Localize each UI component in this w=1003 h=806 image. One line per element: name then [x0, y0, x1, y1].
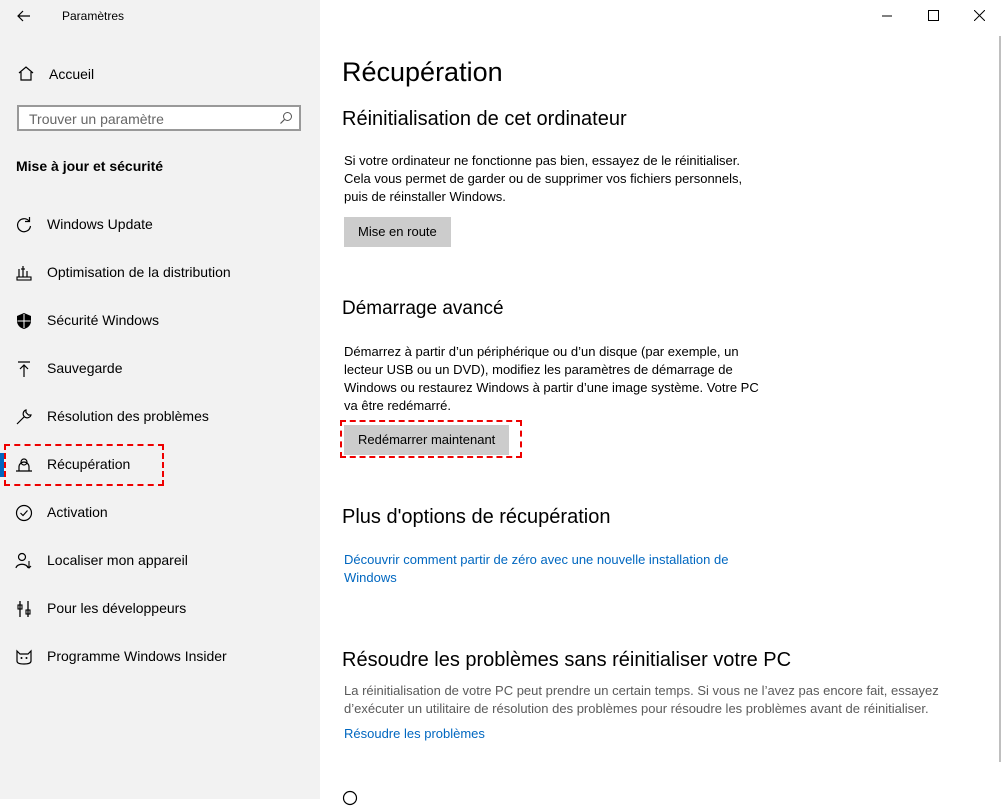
sidebar-item-label: Récupération	[47, 456, 131, 472]
home-label: Accueil	[49, 66, 95, 82]
text-line: lecteur USB ou un DVD), modifiez les paramètres de démarrage de	[344, 362, 733, 377]
developer-tools-icon	[14, 599, 34, 619]
link-line: Découvrir comment partir de zéro avec une nouvelle installation de	[344, 552, 729, 567]
fresh-start-link[interactable]	[344, 551, 784, 587]
help-chat-icon	[342, 790, 358, 806]
sidebar-item-delivery-optimization[interactable]	[0, 253, 320, 293]
reset-heading: Réinitialisation de cet ordinateur	[342, 108, 627, 130]
reset-description	[344, 152, 774, 206]
sidebar-item-activation[interactable]	[0, 493, 320, 533]
text-line: Démarrez à partir d’un périphérique ou d’un disque (par exemple, un	[344, 344, 739, 359]
sidebar-item-windows-insider[interactable]	[0, 637, 320, 677]
home-link[interactable]	[0, 58, 320, 90]
section-title: Mise à jour et sécurité	[16, 158, 164, 174]
troubleshoot-description	[344, 682, 984, 718]
wrench-icon	[14, 407, 34, 427]
text-line: Si votre ordinateur ne fonctionne pas bien, essayez de le réinitialiser.	[344, 153, 741, 168]
sidebar-item-label: Sécurité Windows	[47, 312, 160, 328]
more-options-heading: Plus d'options de récupération	[342, 506, 611, 528]
home-icon	[16, 64, 36, 84]
text-line: Windows ou restaurez Windows à partir d’une image système. Votre PC	[344, 380, 759, 395]
refresh-icon	[14, 215, 34, 235]
sidebar-item-label: Programme Windows Insider	[47, 648, 227, 664]
sidebar-item-label: Activation	[47, 504, 108, 520]
insider-cat-icon	[14, 647, 34, 667]
sidebar-item-troubleshoot[interactable]	[0, 397, 320, 437]
restart-now-button[interactable]: Redémarrer maintenant	[344, 425, 509, 455]
sidebar-item-windows-security[interactable]	[0, 301, 320, 341]
text-line: d’exécuter un utilitaire de résolution des problèmes pour résoudre les problèmes avant de réinitialiser.	[344, 701, 929, 716]
arrow-left-icon	[17, 10, 31, 22]
scrollbar[interactable]	[999, 36, 1001, 762]
main-content	[320, 0, 1003, 799]
search-icon	[279, 111, 293, 125]
link-line: Windows	[344, 570, 397, 585]
title-bar	[0, 0, 320, 34]
search-input[interactable]	[17, 105, 301, 131]
sidebar-item-label: Résolution des problèmes	[47, 408, 209, 424]
app-title: Paramètres	[62, 9, 125, 23]
sidebar-item-label: Localiser mon appareil	[47, 552, 188, 568]
sidebar-item-label: Optimisation de la distribution	[47, 264, 231, 280]
sidebar-item-windows-update[interactable]	[0, 205, 320, 245]
sidebar-item-label: Windows Update	[47, 216, 153, 232]
annotation-highlight	[4, 444, 164, 486]
search-placeholder: Trouver un paramètre	[29, 111, 164, 127]
annotation-highlight	[340, 420, 522, 458]
check-circle-icon	[14, 503, 34, 523]
delivery-optimization-icon	[14, 263, 34, 283]
sidebar-item-developers[interactable]	[0, 589, 320, 629]
sidebar-item-label: Sauvegarde	[47, 360, 123, 376]
sidebar-item-backup[interactable]	[0, 349, 320, 389]
advanced-startup-description	[344, 343, 794, 415]
troubleshoot-heading: Résoudre les problèmes sans réinitialiser votre PC	[342, 649, 792, 671]
backup-arrow-up-icon	[14, 359, 34, 379]
sidebar-item-label: Pour les développeurs	[47, 600, 187, 616]
get-started-button[interactable]: Mise en route	[344, 217, 451, 247]
text-line: puis de réinstaller Windows.	[344, 189, 506, 204]
advanced-startup-heading: Démarrage avancé	[342, 298, 504, 319]
sidebar	[0, 0, 320, 799]
page-title: Récupération	[342, 57, 503, 87]
text-line: va être redémarré.	[344, 398, 451, 413]
shield-icon	[14, 311, 34, 331]
sidebar-item-find-my-device[interactable]	[0, 541, 320, 581]
text-line: La réinitialisation de votre PC peut prendre un certain temps. Si vous ne l’avez pas encore fait, essayez	[344, 683, 939, 698]
back-button[interactable]	[12, 6, 36, 26]
text-line: Cela vous permet de garder ou de supprimer vos fichiers personnels,	[344, 171, 743, 186]
troubleshoot-link[interactable]: Résoudre les problèmes	[344, 726, 485, 741]
person-location-icon	[14, 551, 34, 571]
